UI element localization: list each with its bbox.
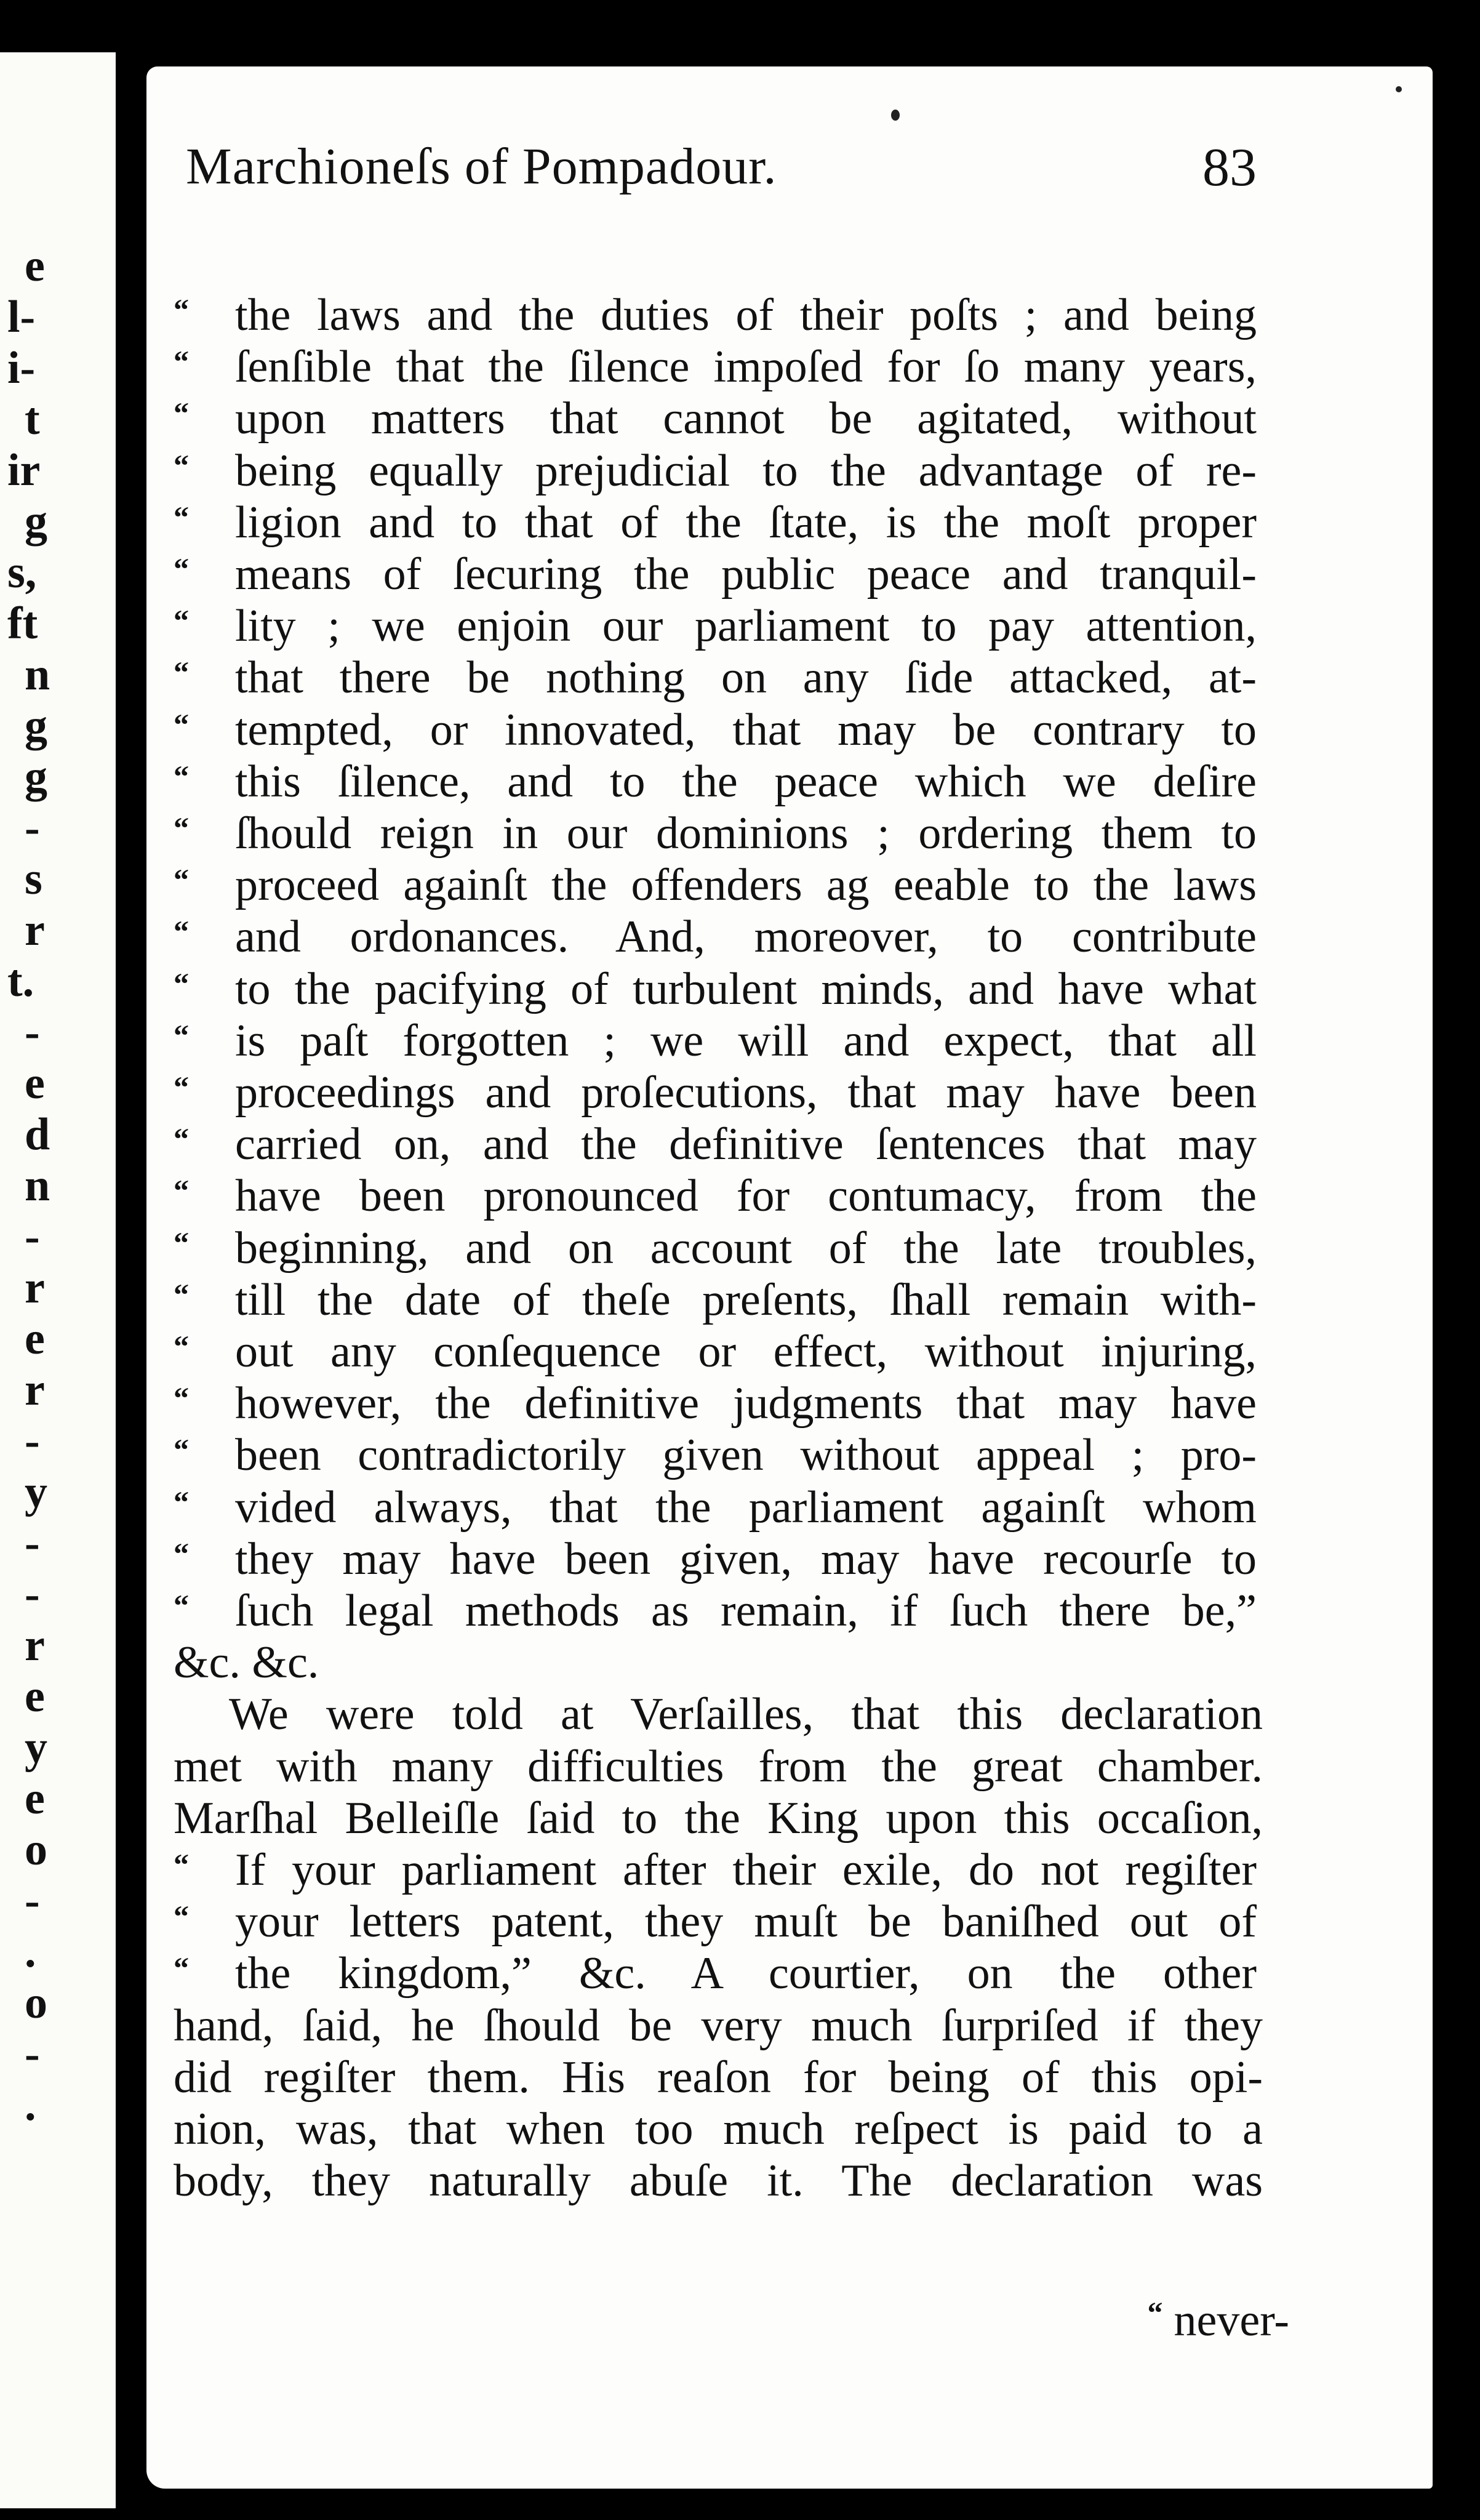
line-text: &c. &c. [174,1637,319,1688]
text-line [174,1688,1263,1740]
quote-mark: “ [174,1381,189,1415]
facing-page-fragment: - [25,1416,40,1466]
line-text: out any conſequence or effect, without injuring, [235,1326,1257,1377]
facing-page-fragment: e [25,1671,45,1722]
line-text: the kingdom,” &c. A courtier, on the other [235,1948,1257,1999]
facing-page-fragment: n [25,649,50,700]
text-line [174,808,1263,859]
text-line [174,1378,1263,1429]
running-title: Marchioneſs of Pompadour. [186,138,777,195]
line-text: nion, was, that when too much reſpect is paid to a [174,2104,1263,2154]
text-line [174,393,1263,444]
page-number: 83 [1202,138,1257,198]
text-line [174,1118,1263,1170]
line-text: proceedings and proſecutions, that may have been [235,1067,1257,1118]
line-text: being equally prejudicial to the advantage of re- [235,446,1257,496]
text-line [174,1326,1263,1378]
text-line [174,341,1263,393]
quote-mark: “ [174,1277,189,1312]
text-line [174,2052,1263,2103]
quote-mark: “ [174,1329,189,1363]
line-text: upon matters that cannot be agitated, without [235,393,1257,444]
facing-page-fragment: g [25,700,47,751]
facing-page-fragment: r [25,905,45,955]
quote-mark: “ [174,1070,189,1104]
line-text: If your parliament after their exile, do not regiſter [235,1845,1257,1895]
line-text: met with many difficulties from the great chamber. [174,1741,1263,1792]
quote-mark: “ [174,344,189,379]
facing-page-fragment: r [25,1620,45,1671]
facing-page-fragment: t. [7,956,34,1006]
line-text: vided always, that the parliament againſt whom [235,1482,1257,1533]
text-line [174,445,1263,497]
line-text: proceed againſt the offenders ag eeable to the laws [235,860,1257,910]
facing-page-fragment: r [25,1262,45,1313]
quote-mark: “ [174,862,189,897]
facing-page-fragment: r [25,1365,45,1415]
line-text: body, they naturally abuſe it. The declaration was [174,2156,1263,2206]
text-line [174,704,1263,756]
line-text: is paſt forgotten ; we will and expect, that all [235,1016,1257,1066]
quote-mark: “ [174,1899,189,1933]
text-line [174,2155,1263,2207]
ink-speck [891,110,900,121]
catchword-text: never- [1174,2295,1289,2346]
facing-page-fragment: e [25,1314,45,1364]
line-text: till the date of theſe preſents, ſhall remain with- [235,1275,1257,1325]
quote-mark: “ [174,1588,189,1623]
facing-page-fragment: - [25,1211,40,1262]
line-text: the laws and the duties of their poſts ; and being [235,290,1257,340]
text-line [174,1948,1263,1999]
line-text: your letters patent, they muſt be baniſhed out of [235,1896,1257,1947]
text-line [174,756,1263,808]
facing-page-fragment: t [25,394,40,444]
facing-page-fragment: . [25,2080,36,2130]
text-line [174,963,1263,1015]
line-text: ſhould reign in our dominions ; ordering them to [235,808,1257,859]
facing-page-fragment: e [25,1058,45,1109]
line-text: means of ſecuring the public peace and tranquil- [235,549,1257,600]
facing-page-fragment: - [25,1876,40,1926]
line-text: and ordonances. And, moreover, to contribute [235,912,1257,962]
text-line [174,859,1263,911]
facing-page-fragment: o [25,1824,47,1875]
text-line [174,1792,1263,1844]
quote-mark: “ [1147,2295,1163,2330]
ink-speck [1396,86,1402,92]
facing-page-edge [0,52,116,2508]
facing-page-fragment: g [25,496,47,547]
catchword [1148,2295,1290,2347]
quote-mark: “ [174,759,189,793]
line-text: ſenſible that the ſilence impoſed for ſo many years, [235,342,1257,392]
text-line [174,1637,1263,1688]
quote-mark: “ [174,552,189,586]
facing-page-fragment: - [25,2029,40,2079]
text-line [174,1482,1263,1533]
text-line [174,289,1263,341]
line-text: ſuch legal methods as remain, if ſuch there be,” [235,1586,1257,1636]
facing-page-fragment: y [25,1467,47,1517]
line-text: Marſhal Belleiſle ſaid to the King upon this occaſion, [174,1793,1263,1844]
text-line [174,1429,1263,1481]
line-text: We were told at Verſailles, that this declaration [229,1689,1263,1740]
quote-mark: “ [174,914,189,949]
facing-page-fragment: s, [7,547,37,598]
text-line [174,911,1263,963]
quote-mark: “ [174,966,189,1001]
line-text: been contradictorily given without appeal ; pro- [235,1430,1257,1480]
running-header [186,137,1257,211]
line-text: this ſilence, and to the peace which we deſire [235,756,1257,807]
line-text: tempted, or innovated, that may be contrary to [235,705,1257,755]
line-text: that there be nothing on any ſide attacked, at- [235,652,1257,703]
quote-mark: “ [174,1432,189,1467]
text-line [174,1222,1263,1274]
quote-mark: “ [174,603,189,638]
facing-page-fragment: o [25,1978,47,2028]
quote-mark: “ [174,500,189,534]
text-line [174,1844,1263,1896]
facing-page-fragment: - [25,1569,40,1619]
facing-page-fragment: . [25,1927,36,1977]
facing-page-fragment: g [25,752,47,802]
quote-mark: “ [174,448,189,483]
text-line [174,1170,1263,1222]
line-text: have been pronounced for contumacy, from the [235,1171,1257,1221]
text-line [174,1274,1263,1326]
facing-page-fragment: d [25,1109,50,1160]
facing-page-fragment: - [25,1007,40,1057]
facing-page-fragment: i- [7,343,36,393]
line-text: however, the definitive judgments that may have [235,1378,1257,1429]
text-line [174,1067,1263,1118]
facing-page-fragment: e [25,1773,45,1824]
line-text: ligion and to that of the ſtate, is the moſt proper [235,497,1257,548]
quote-mark: “ [174,811,189,845]
text-line [174,497,1263,548]
quote-mark: “ [174,1018,189,1053]
quote-mark: “ [174,292,189,327]
quote-mark: “ [174,1226,189,1260]
text-line [174,1896,1263,1948]
line-text: they may have been given, may have recourſe to [235,1534,1257,1584]
line-text: hand, ſaid, he ſhould be very much ſurpriſed if they [174,2000,1263,2051]
text-line [174,1741,1263,1792]
quote-mark: “ [174,707,189,742]
quote-mark: “ [174,1951,189,1985]
text-line [174,652,1263,704]
text-line [174,548,1263,600]
line-text: lity ; we enjoin our parliament to pay attention, [235,601,1257,651]
facing-page-fragment: e [25,241,45,291]
facing-page-fragment: n [25,1160,50,1211]
text-line [174,1533,1263,1585]
facing-page-fragment: y [25,1722,47,1773]
facing-page-fragment: ft [7,598,38,649]
text-line [174,1015,1263,1067]
quote-mark: “ [174,1173,189,1208]
facing-page-fragment: ir [7,445,41,496]
line-text: carried on, and the definitive ſentences that may [235,1119,1257,1170]
quote-mark: “ [174,1536,189,1571]
facing-page-fragment: l- [7,292,36,342]
quote-mark: “ [174,655,189,689]
quote-mark: “ [174,1847,189,1882]
text-line [174,1585,1263,1637]
text-line [174,2000,1263,2052]
facing-page-fragment: s [25,854,42,904]
line-text: did regiſter them. His reaſon for being of this opi- [174,2052,1263,2103]
text-line [174,2103,1263,2155]
facing-page-fragment: - [25,1518,40,1568]
line-text: to the pacifying of turbulent minds, and have what [235,964,1257,1014]
facing-page-fragment: - [25,803,40,853]
quote-mark: “ [174,1122,189,1156]
text-line [174,600,1263,652]
quote-mark: “ [174,1485,189,1519]
line-text: beginning, and on account of the late troubles, [235,1223,1257,1274]
quote-mark: “ [174,396,189,430]
